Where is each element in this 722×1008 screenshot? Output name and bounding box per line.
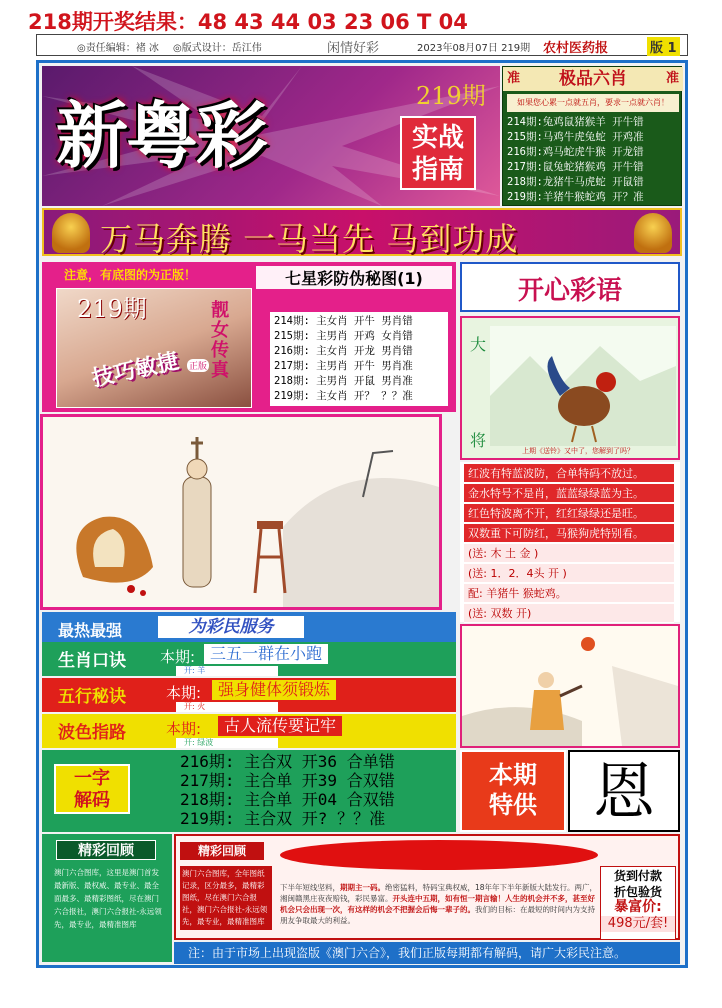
- row-kai: 开: 火: [176, 702, 278, 712]
- shengxiao-row: [42, 642, 456, 676]
- bose-row: [42, 714, 456, 748]
- scholar-cartoon: [460, 624, 680, 748]
- six-zodiac-list: [507, 115, 679, 205]
- kaixin-panel: [460, 262, 680, 312]
- designer: ◎版式设计：岳江伟: [173, 43, 262, 54]
- yizi-title: 一字 解码: [54, 764, 130, 814]
- footer-notice: 注：由于市场上出现盗版《澳门六合》，我们正版每期都有解码，请广大彩民注意。: [174, 942, 680, 964]
- review-title: 精彩回顾: [56, 840, 156, 860]
- rooster-cartoon: [460, 316, 680, 460]
- special-char: 恩: [592, 755, 655, 828]
- row-label: 波色指路: [58, 723, 126, 743]
- list-item: 219期:羊猪牛猴蛇鸡 开？准: [507, 191, 644, 203]
- list-item: 219期: 主合双 开? ？？准: [180, 809, 386, 828]
- list-item: 216期: 主合双 开36 合单错: [180, 752, 395, 771]
- notice: 注意，有底图的为正版！: [64, 268, 197, 282]
- slogan: 万马奔腾 一马当先 马到功成: [100, 220, 519, 258]
- corner-right: 准: [665, 71, 679, 86]
- list-item: (送: 双数 开): [464, 604, 674, 623]
- table-row: 216期: 主女肖 开龙 男肖错: [274, 345, 413, 357]
- list-item: 218期: 主合单 开04 合双错: [180, 790, 395, 809]
- list-item: (送: 1．2．4头 开 ): [464, 564, 674, 583]
- row-mid: 本期:: [166, 684, 202, 702]
- ancient-cartoon: [40, 414, 442, 610]
- table-row: 214期: 主女肖 开牛 男肖错: [274, 315, 413, 327]
- row-kai: 开: 绿波: [176, 738, 278, 748]
- list-item: 金水特号不是肖，蓝蓝绿绿蓝为主。: [464, 484, 674, 503]
- yizi-panel: [42, 750, 456, 832]
- cartoon-char-1: 大: [470, 335, 487, 354]
- row-kai: 开: 羊: [176, 666, 278, 676]
- cartoon-char-2: 将: [470, 431, 487, 450]
- qixing-title: 七星彩防伪秘图(1): [256, 266, 452, 289]
- row-value: 三五一群在小跑: [204, 644, 328, 664]
- table-row: 219期: 主女肖 开？ ？？准: [274, 390, 413, 402]
- table-row: 217期: 主男肖 开牛 男肖准: [274, 360, 413, 372]
- editor: ◎责任编辑：褚 冰: [77, 43, 159, 54]
- list-item: 红色特波离不开，红红绿绿还是旺。: [464, 504, 674, 523]
- paper-name: 农村医药报: [543, 41, 609, 56]
- girl-badge: 正版: [187, 359, 209, 372]
- buddha-icon: [634, 213, 672, 253]
- list-item: 218期:龙猪牛马虎蛇 开鼠错: [507, 176, 644, 188]
- review2-title: 精彩回顾: [180, 842, 264, 860]
- six-zodiac-title: 准 极品六肖 准: [503, 67, 683, 91]
- list-item: 红波有特蓝波防，合单特码不放过。: [464, 464, 674, 483]
- list-item: (送: 木 土 金 ): [464, 544, 674, 563]
- review2-left-text: 澳门六合图库，全年图纸记录，区分最多，最精彩图纸，尽在澳门六合报社，澳门六合报社-永远领先，最专业，最精准图库: [180, 866, 272, 930]
- shizhan-line2: 指南: [411, 155, 464, 185]
- review-panel-left: [42, 834, 172, 962]
- benqi-badge: [460, 750, 566, 832]
- special-char-box: [568, 750, 680, 832]
- slogan-banner: [42, 208, 682, 256]
- banner-issue: 219期: [416, 82, 486, 110]
- scholar-illustration: [462, 626, 678, 746]
- table-row: 215期: 主男肖 开鸡 女肖错: [274, 330, 413, 342]
- pink-panel: [42, 262, 456, 412]
- buddha-icon: [52, 213, 90, 253]
- cartoon-caption: 上期《送铃》又中了，您解到了吗？: [522, 447, 634, 455]
- girl-issue: 219期: [77, 295, 147, 323]
- list-item: 双数重下可防红，马猴狗虎特别看。: [464, 524, 674, 543]
- hot-right: 为彩民服务: [158, 616, 304, 638]
- shizhan-badge: [400, 116, 476, 190]
- review-text: 澳门六合图库，这里是澳门首发最新版、最权威、最专业、最全面最多、最精彩图纸，尽在澳门六合报社，澳门六合报社-永远领先，最专业，最精准图库: [54, 868, 162, 929]
- row-mid: 本期:: [166, 720, 202, 738]
- row-value: 古人流传要记牢: [218, 716, 342, 736]
- row-label: 生肖口诀: [58, 651, 126, 671]
- six-zodiac-sub: 如果您心累一点就五肖，要求一点就六肖！: [507, 94, 679, 112]
- page-label: 版 1: [647, 37, 680, 56]
- list-item: 215期:马鸡牛虎兔蛇 开鸡准: [507, 131, 644, 143]
- ancient-illustration: [43, 417, 439, 607]
- shizhan-line1: 实战: [411, 123, 464, 153]
- brand: 闲情好彩: [327, 41, 380, 56]
- wuxing-row: [42, 678, 456, 712]
- red-ellipse: [280, 840, 598, 870]
- kaixin-title: 开心彩语: [517, 276, 622, 306]
- list-item: 配: 羊猪牛 猴蛇鸡。: [464, 584, 674, 603]
- review2-body: 下半年短线坚料，期期主一码。绝密猛料，特码宝典权威，18年年下半年新版大陆发行。两广，湘闽赣黑庄夜夜赔钱，彩民暴富。开头连中五期，如有恒一期言输！人生的机会并不多，甚至好机会只会出现一次，有这样的机会不把握会后悔一辈子的。我们的目标：在最短的时间内为支持朋友争取最大的利益。: [280, 883, 598, 925]
- cod-box: 货到付款 折包验货 暴富价: 498元/套!: [600, 866, 676, 940]
- review-panel-right: [174, 834, 680, 940]
- benqi-line2: 特供: [489, 791, 537, 819]
- row-mid: 本期:: [160, 648, 196, 666]
- six-zodiac-panel: [502, 66, 682, 206]
- row-value: 强身健体须锻炼: [212, 680, 336, 700]
- corner-left: 准: [507, 71, 521, 86]
- list-item: 217期:鼠兔蛇猪猴鸡 开牛错: [507, 161, 644, 173]
- girl-slogan: 技巧敏捷: [89, 349, 182, 392]
- row-label: 五行秘诀: [58, 687, 126, 707]
- hot-left: 最热最强: [58, 621, 123, 640]
- qixing-table: [270, 312, 448, 406]
- list-item: 216期:鸡马蛇虎牛猴 开龙错: [507, 146, 644, 158]
- table-row: 218期: 主男肖 开鼠 男肖准: [274, 375, 413, 387]
- list-item: 217期: 主合单 开39 合双错: [180, 771, 395, 790]
- girl-vertical: 靓女传真: [211, 300, 229, 381]
- header-bar: [36, 34, 688, 56]
- yizi-list: [180, 752, 395, 828]
- benqi-line1: 本期: [489, 761, 537, 789]
- hot-bar: [42, 612, 456, 642]
- red-tips: [460, 462, 680, 622]
- logo: 新粤彩: [56, 93, 267, 178]
- list-item: 214期:兔鸡鼠猪猴羊 开牛错: [507, 116, 644, 128]
- top-result: 218期开奖结果：48 43 44 03 23 06 T 04: [28, 10, 468, 34]
- date-issue: 2023年08月07日 219期: [417, 43, 531, 54]
- rooster-illustration: [490, 326, 676, 446]
- girl-photo: [56, 288, 252, 408]
